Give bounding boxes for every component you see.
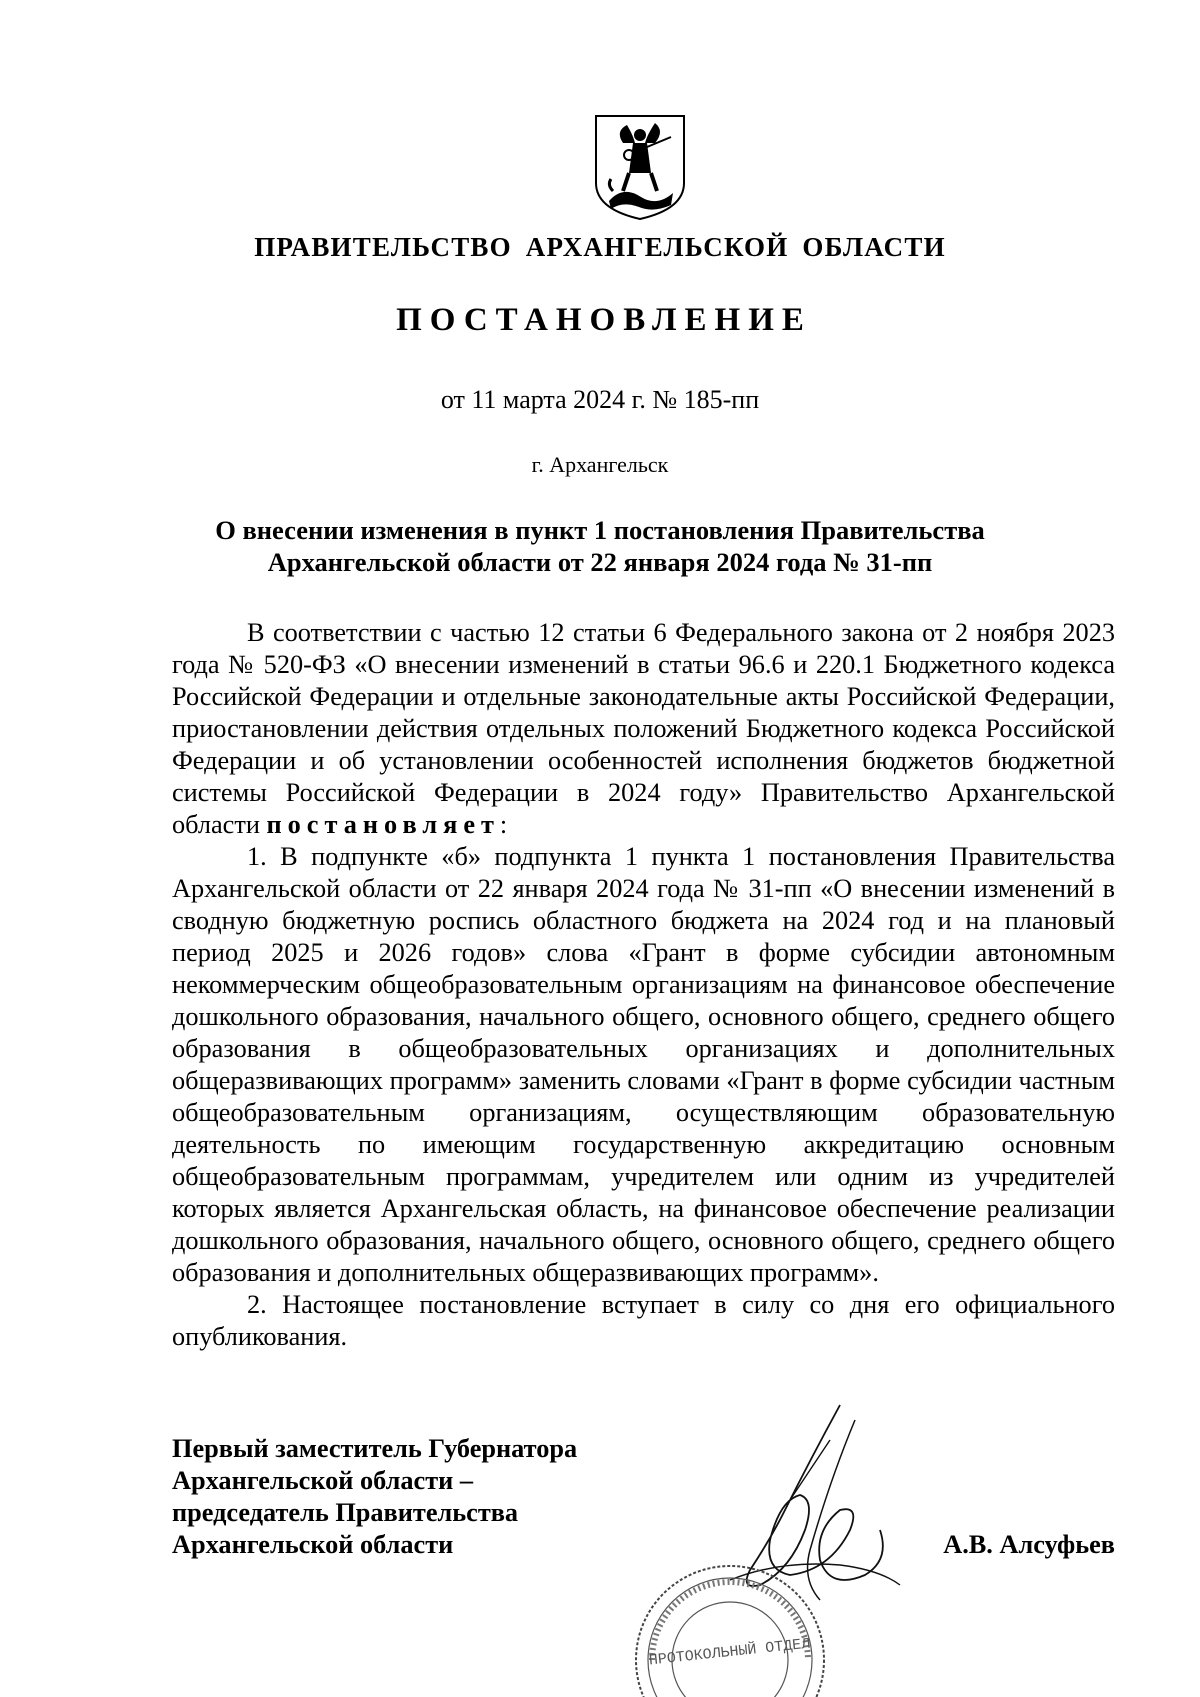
arkhangelsk-coat-of-arms-icon — [593, 113, 687, 221]
title-line-2: Архангельской области от 22 января 2024 года № 31-пп — [267, 547, 933, 577]
item-2-paragraph: 2. Настоящее постановление вступает в силу со дня его официального опубликования. — [172, 1290, 1115, 1351]
preamble-paragraph — [172, 617, 1115, 841]
signatory-position — [172, 1433, 672, 1561]
position-line-2: Архангельской области – — [172, 1466, 474, 1495]
item-1-paragraph: 1. В подпункте «б» подпункта 1 пункта 1 постановления Правительства Архангельской области от 22 января 2024 года № 31-пп «О внесении изменений в сводную бюджетную роспись областного бюджета на 2024 год и на плановый период 2025 и 2026 годов» слова «Грант в форме субсидии автономным некоммерческим общеобразовательным организациям на финансовое обеспечение дошкольного образования, начального общего, основного общего, среднего общего образования в общеобразовательных организациях и дополнительных общеразвивающих программ» заменить словами «Грант в форме субсидии частным общеобразовательным организациям, осуществляющим образовательную деятельность по имеющим государственную аккредитацию основным общеобразовательным программам, учредителем или одним из учредителей которых является Архангельская область, на финансовое обеспечение реализации дошкольного образования, начального общего, основного общего, среднего общего образования и дополнительных общеразвивающих программ». — [172, 842, 1115, 1287]
document-body — [172, 617, 1115, 1353]
stamp-text: ПРОТОКОЛЬНЫЙ ОТДЕЛ — [648, 1635, 812, 1670]
resolves-word: постановляет — [266, 810, 500, 839]
document-type: ПОСТАНОВЛЕНИЕ — [396, 302, 812, 338]
position-line-3: председатель Правительства — [172, 1498, 519, 1527]
svg-text:ПРОТОКОЛЬНЫЙ ОТДЕЛ — [648, 1636, 811, 1670]
round-seal-stamp-icon — [630, 1560, 830, 1697]
organization-name: ПРАВИТЕЛЬСТВО АРХАНГЕЛЬСКОЙ ОБЛАСТИ — [254, 232, 946, 262]
position-line-4: Архангельской области — [172, 1530, 454, 1559]
resolves-punct: : — [499, 810, 508, 839]
document-place: г. Архангельск — [531, 452, 669, 477]
document-date-number: от 11 марта 2024 г. № 185-пп — [440, 385, 760, 414]
position-line-1: Первый заместитель Губернатора — [172, 1434, 578, 1463]
title-line-1: О внесении изменения в пункт 1 постановления Правительства — [215, 515, 985, 545]
document-title — [150, 514, 1050, 578]
preamble-text: В соответствии с частью 12 статьи 6 Федерального закона от 2 ноября 2023 года № 520-ФЗ «О внесении изменений в статьи 96.6 и 220.1 Бюджетного кодекса Российской Федерации и отдельные законодательные акты Российской Федерации, приостановлении действия отдельных положений Бюджетного кодекса Российской Федерации и об установлении особенностей исполнения бюджетов бюджетной системы Российской Федерации в 2024 году» Правительство Архангельской области — [172, 618, 1115, 839]
signatory-name: А.В. Алсуфьев — [943, 1530, 1115, 1559]
